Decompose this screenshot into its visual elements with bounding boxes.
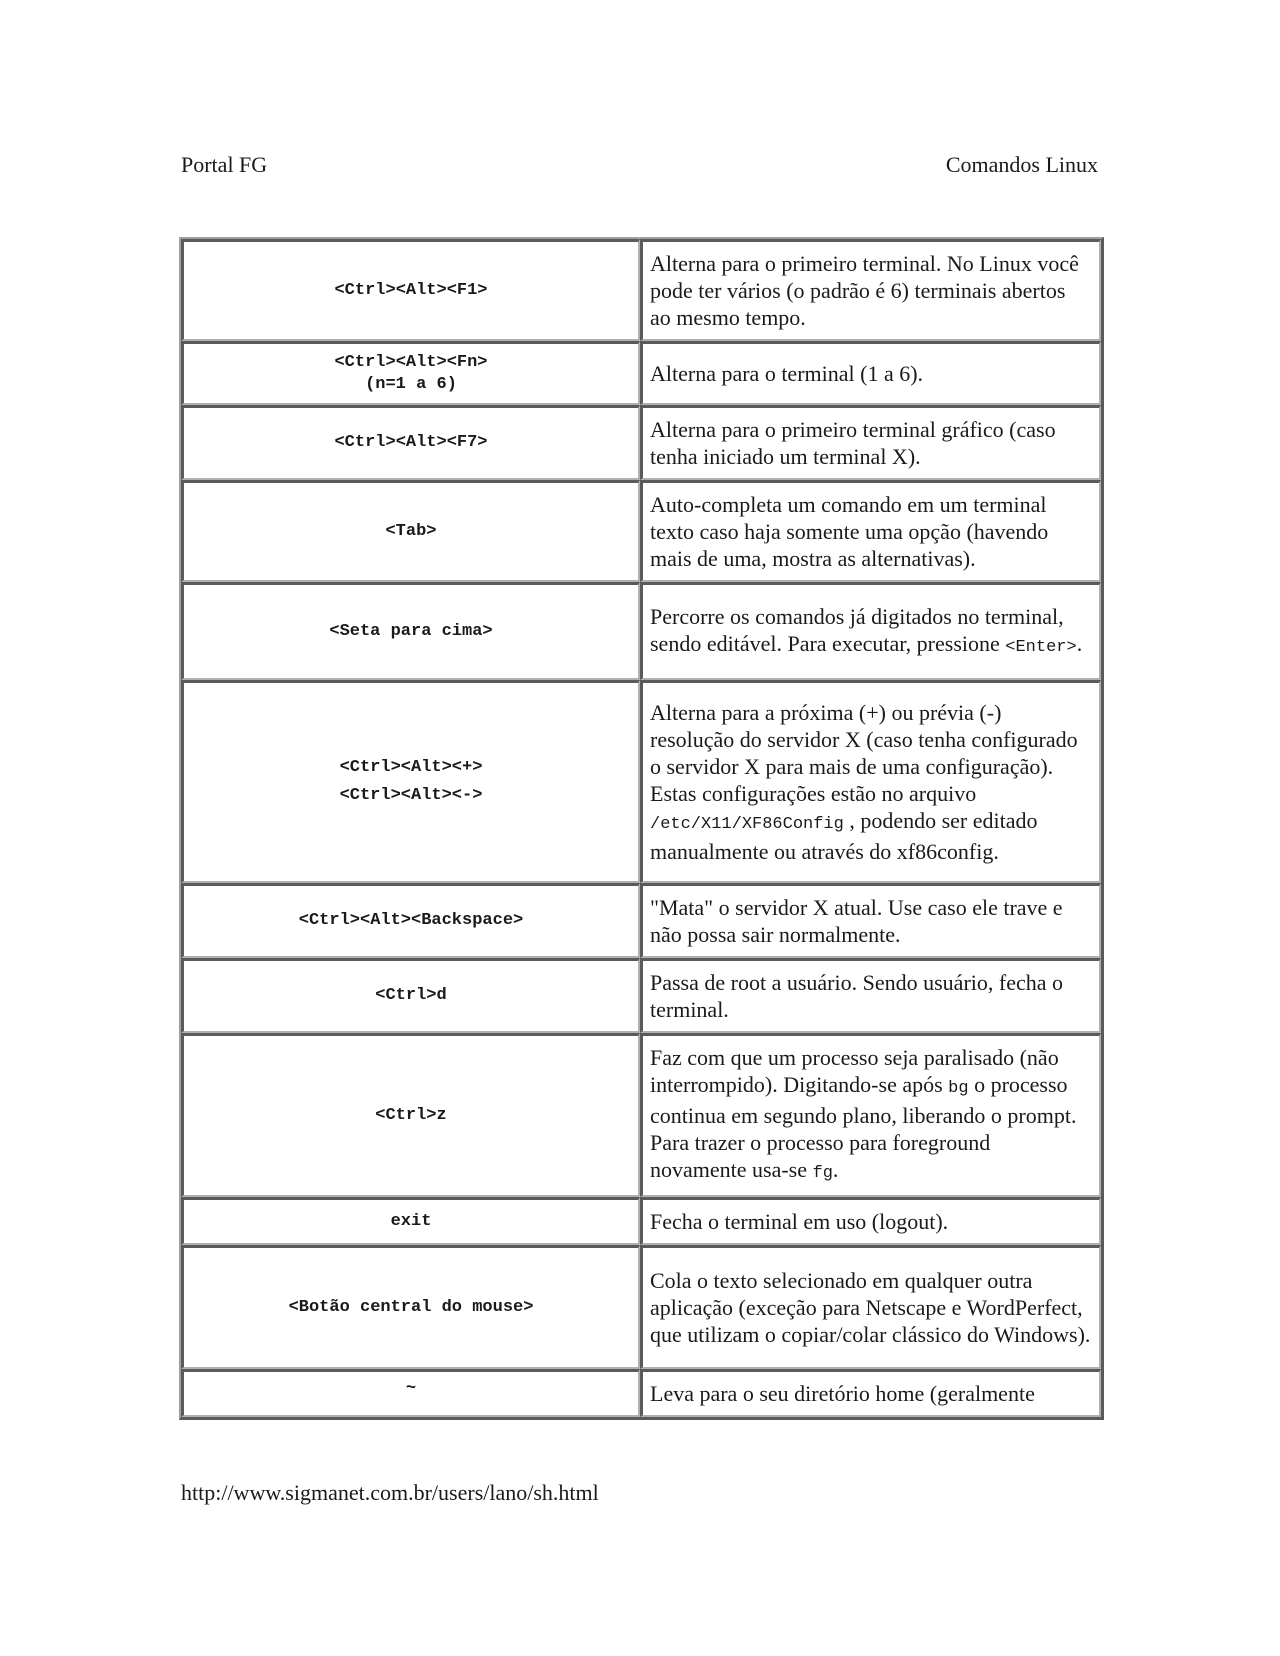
key-combo: <Tab> — [385, 521, 437, 541]
table-row — [181, 405, 1101, 480]
table-row — [181, 1245, 1101, 1369]
key-combo: ~ — [405, 1379, 417, 1398]
footer-url: http://www.sigmanet.com.br/users/lano/sh.html — [181, 1480, 599, 1505]
inline-code: /etc/X11/XF86Config — [650, 815, 844, 834]
description-cell: Alterna para o terminal (1 a 6). — [640, 341, 1101, 405]
key-combo-cell — [181, 1197, 640, 1245]
key-combo: <Ctrl><Alt><F7> — [334, 433, 488, 452]
key-combo-cell — [181, 341, 640, 405]
table-row — [181, 480, 1101, 582]
key-combo: <Ctrl>z — [375, 1105, 447, 1125]
description-cell: Alterna para o primeiro terminal. No Linux você pode ter vários (o padrão é 6) terminais abertos ao mesmo tempo. — [640, 239, 1101, 341]
inline-code: <Enter> — [1005, 637, 1077, 657]
key-combo-cell — [181, 1033, 640, 1197]
description-cell: Leva para o seu diretório home (geralmente — [640, 1369, 1101, 1417]
inline-code: fg — [812, 1164, 833, 1183]
description-cell: Cola o texto selecionado em qualquer outra aplicação (exceção para Netscape e WordPerfect, que utilizam o copiar/colar clássico do Windows). — [640, 1245, 1101, 1369]
key-combo-cell — [181, 958, 640, 1033]
key-combo-cell — [181, 480, 640, 582]
key-combo-cell — [181, 1245, 640, 1369]
key-combo-cell — [181, 680, 640, 883]
description-text: Percorre os comandos já digitados no terminal, sendo editável. Para executar, pressione — [650, 603, 1064, 656]
key-combo: <Botão central do mouse> — [288, 1297, 534, 1317]
description-cell — [640, 582, 1101, 680]
key-combo: <Ctrl><Alt><F1> — [334, 280, 488, 300]
table-row — [181, 958, 1101, 1033]
table-row — [181, 1197, 1101, 1245]
table-row — [181, 239, 1101, 341]
description-text: Alterna para a próxima (+) ou prévia (-) resolução do servidor X (caso tenha configurado o servidor X para mais de uma configuração). Estas configurações estão no arquivo — [650, 700, 1078, 806]
header-title-right: Comandos Linux — [945, 152, 1098, 177]
table-row — [181, 1033, 1101, 1197]
description-cell — [640, 1033, 1101, 1197]
description-text: , podendo ser editado manualmente ou através do xf86config. — [650, 808, 1038, 864]
header-title-left: Portal FG — [181, 152, 268, 177]
description-text: Faz com que um processo seja paralisado (não interrompido). Digitando-se após — [650, 1045, 1059, 1097]
description-cell: Fecha o terminal em uso (logout). — [640, 1197, 1101, 1245]
description-text: o processo continua em segundo plano, liberando o prompt. Para trazer o processo para foreground novamente usa-se — [650, 1072, 1077, 1182]
table-row — [181, 582, 1101, 680]
key-combo-cell — [181, 582, 640, 680]
commands-table — [179, 237, 1104, 1420]
table-row — [181, 680, 1101, 883]
table-row — [181, 341, 1101, 405]
key-combo-cell — [181, 1369, 640, 1417]
key-combo-cell — [181, 883, 640, 958]
key-combo: <Ctrl><Alt><-> — [339, 786, 483, 805]
description-cell: Auto-completa um comando em um terminal texto caso haja somente uma opção (havendo mais de uma, mostra as alternativas). — [640, 480, 1101, 582]
description-cell — [640, 680, 1101, 883]
key-combo: <Ctrl><Alt><+> — [339, 758, 483, 777]
key-combo-note: (n=1 a 6) — [365, 374, 457, 394]
description-cell: Alterna para o primeiro terminal gráfico (caso tenha iniciado um terminal X). — [640, 405, 1101, 480]
description-text: . — [832, 1157, 839, 1182]
key-combo: <Seta para cima> — [329, 621, 493, 641]
key-combo: <Ctrl><Alt><Backspace> — [298, 911, 524, 930]
key-combo-cell — [181, 239, 640, 341]
table-row — [181, 1369, 1101, 1417]
inline-code: bg — [948, 1079, 969, 1098]
description-text: . — [1076, 630, 1083, 656]
description-cell: Passa de root a usuário. Sendo usuário, fecha o terminal. — [640, 958, 1101, 1033]
key-combo: <Ctrl>d — [375, 986, 447, 1005]
key-combo-cell — [181, 405, 640, 480]
key-combo: <Ctrl><Alt><Fn> — [334, 352, 488, 372]
description-cell: "Mata" o servidor X atual. Use caso ele trave e não possa sair normalmente. — [640, 883, 1101, 958]
key-combo: exit — [390, 1211, 432, 1231]
table-row — [181, 883, 1101, 958]
